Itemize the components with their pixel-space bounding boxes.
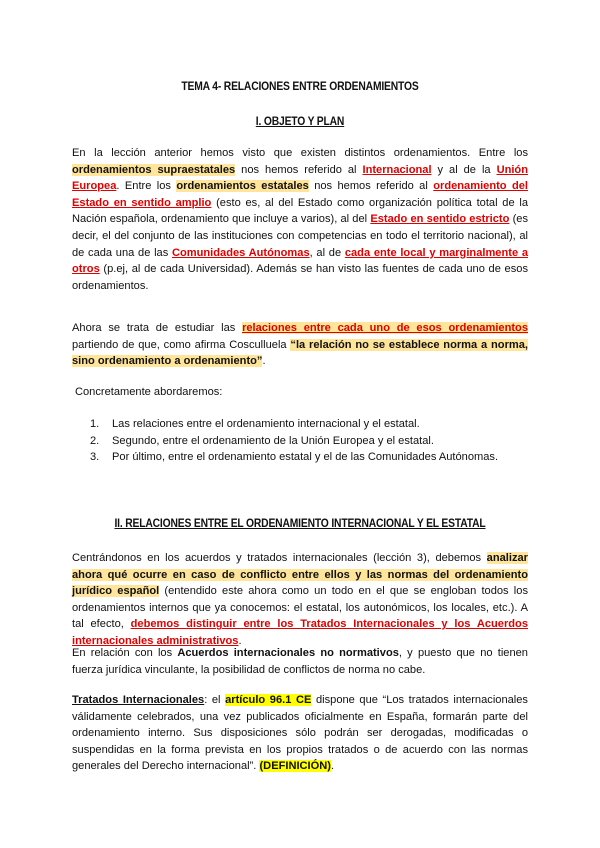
section-heading-internacional: II. RELACIONES ENTRE EL ORDENAMIENTO INTERNACIONAL Y EL ESTATAL [114, 516, 486, 530]
paragraph-concretamente: Concretamente abordaremos: [75, 386, 223, 398]
list-item: 2. Segundo, entre el ordenamiento de la Unión Europea y el estatal. [90, 434, 434, 447]
list-item: 1. Las relaciones entre el ordenamiento internacional y el estatal. [90, 418, 420, 430]
list-item: 3. Por último, entre el ordenamiento estatal y el de las Comunidades Autónomas. [90, 451, 499, 464]
paragraph-acuerdos: En relación con los Acuerdos internacionales no normativos, y puesto que no tienen fuerza jurídica vinculante, la posibilidad de conflictos de norma no cabe. [72, 647, 528, 676]
paragraph-relaciones: Ahora se trata de estudiar las relaciones entre cada uno de esos ordenamientos partiendo de que, como afirma Cosculluela “la relación no se establece norma a norma, sino ordenamiento a ordenamiento”. [72, 322, 528, 368]
page-title: TEMA 4- RELACIONES ENTRE ORDENAMIENTOS [181, 79, 419, 93]
section-heading-objeto: I. OBJETO Y PLAN [255, 114, 345, 128]
topics-list [90, 416, 528, 466]
paragraph-conflictos: Centrándonos en los acuerdos y tratados internacionales (lección 3), debemos analizar ahora qué ocurre en caso de conflicto entre ellos y las normas del ordenamiento jurídico español (entendido este ahora como un todo en el que se engloban todos los ordenamientos internos que ya conocemos: el estatal, los autonómicos, los locales, etc.). A tal efecto, debemos distinguir entre los Tratados Internacionales y los Acuerdos internacionales administrativos. [72, 552, 528, 647]
paragraph-intro: En la lección anterior hemos visto que existen distintos ordenamientos. Entre los ordenamientos supraestatales nos hemos referido al Internacional y al de la Unión Europea. Entre los ordenamientos estatales nos hemos referido al ordenamiento del Estado en sentido amplio (esto es, al del Estado como organización política total de la Nación española, ordenamiento que incluye a varios), al del Estado en sentido estricto (es decir, el del conjunto de las instituciones con competencias en todo el territorio nacional), al de cada una de las Comunidades Autónomas, al de cada ente local y marginalmente a otros (p.ej, al de cada Universidad). Además se han visto las fuentes de cada uno de esos ordenamientos. [72, 147, 529, 292]
paragraph-tratados: Tratados Internacionales: el artículo 96.1 CE dispone que “Los tratados internacionales válidamente celebrados, una vez publicados oficialmente en España, formarán parte del ordenamiento interno. Sus disposiciones sólo podrán ser derogadas, modificadas o suspendidas en la forma prevista en los propios tratados o de acuerdo con las normas generales del Derecho internacional”. (DEFINICIÓN). [72, 694, 528, 773]
